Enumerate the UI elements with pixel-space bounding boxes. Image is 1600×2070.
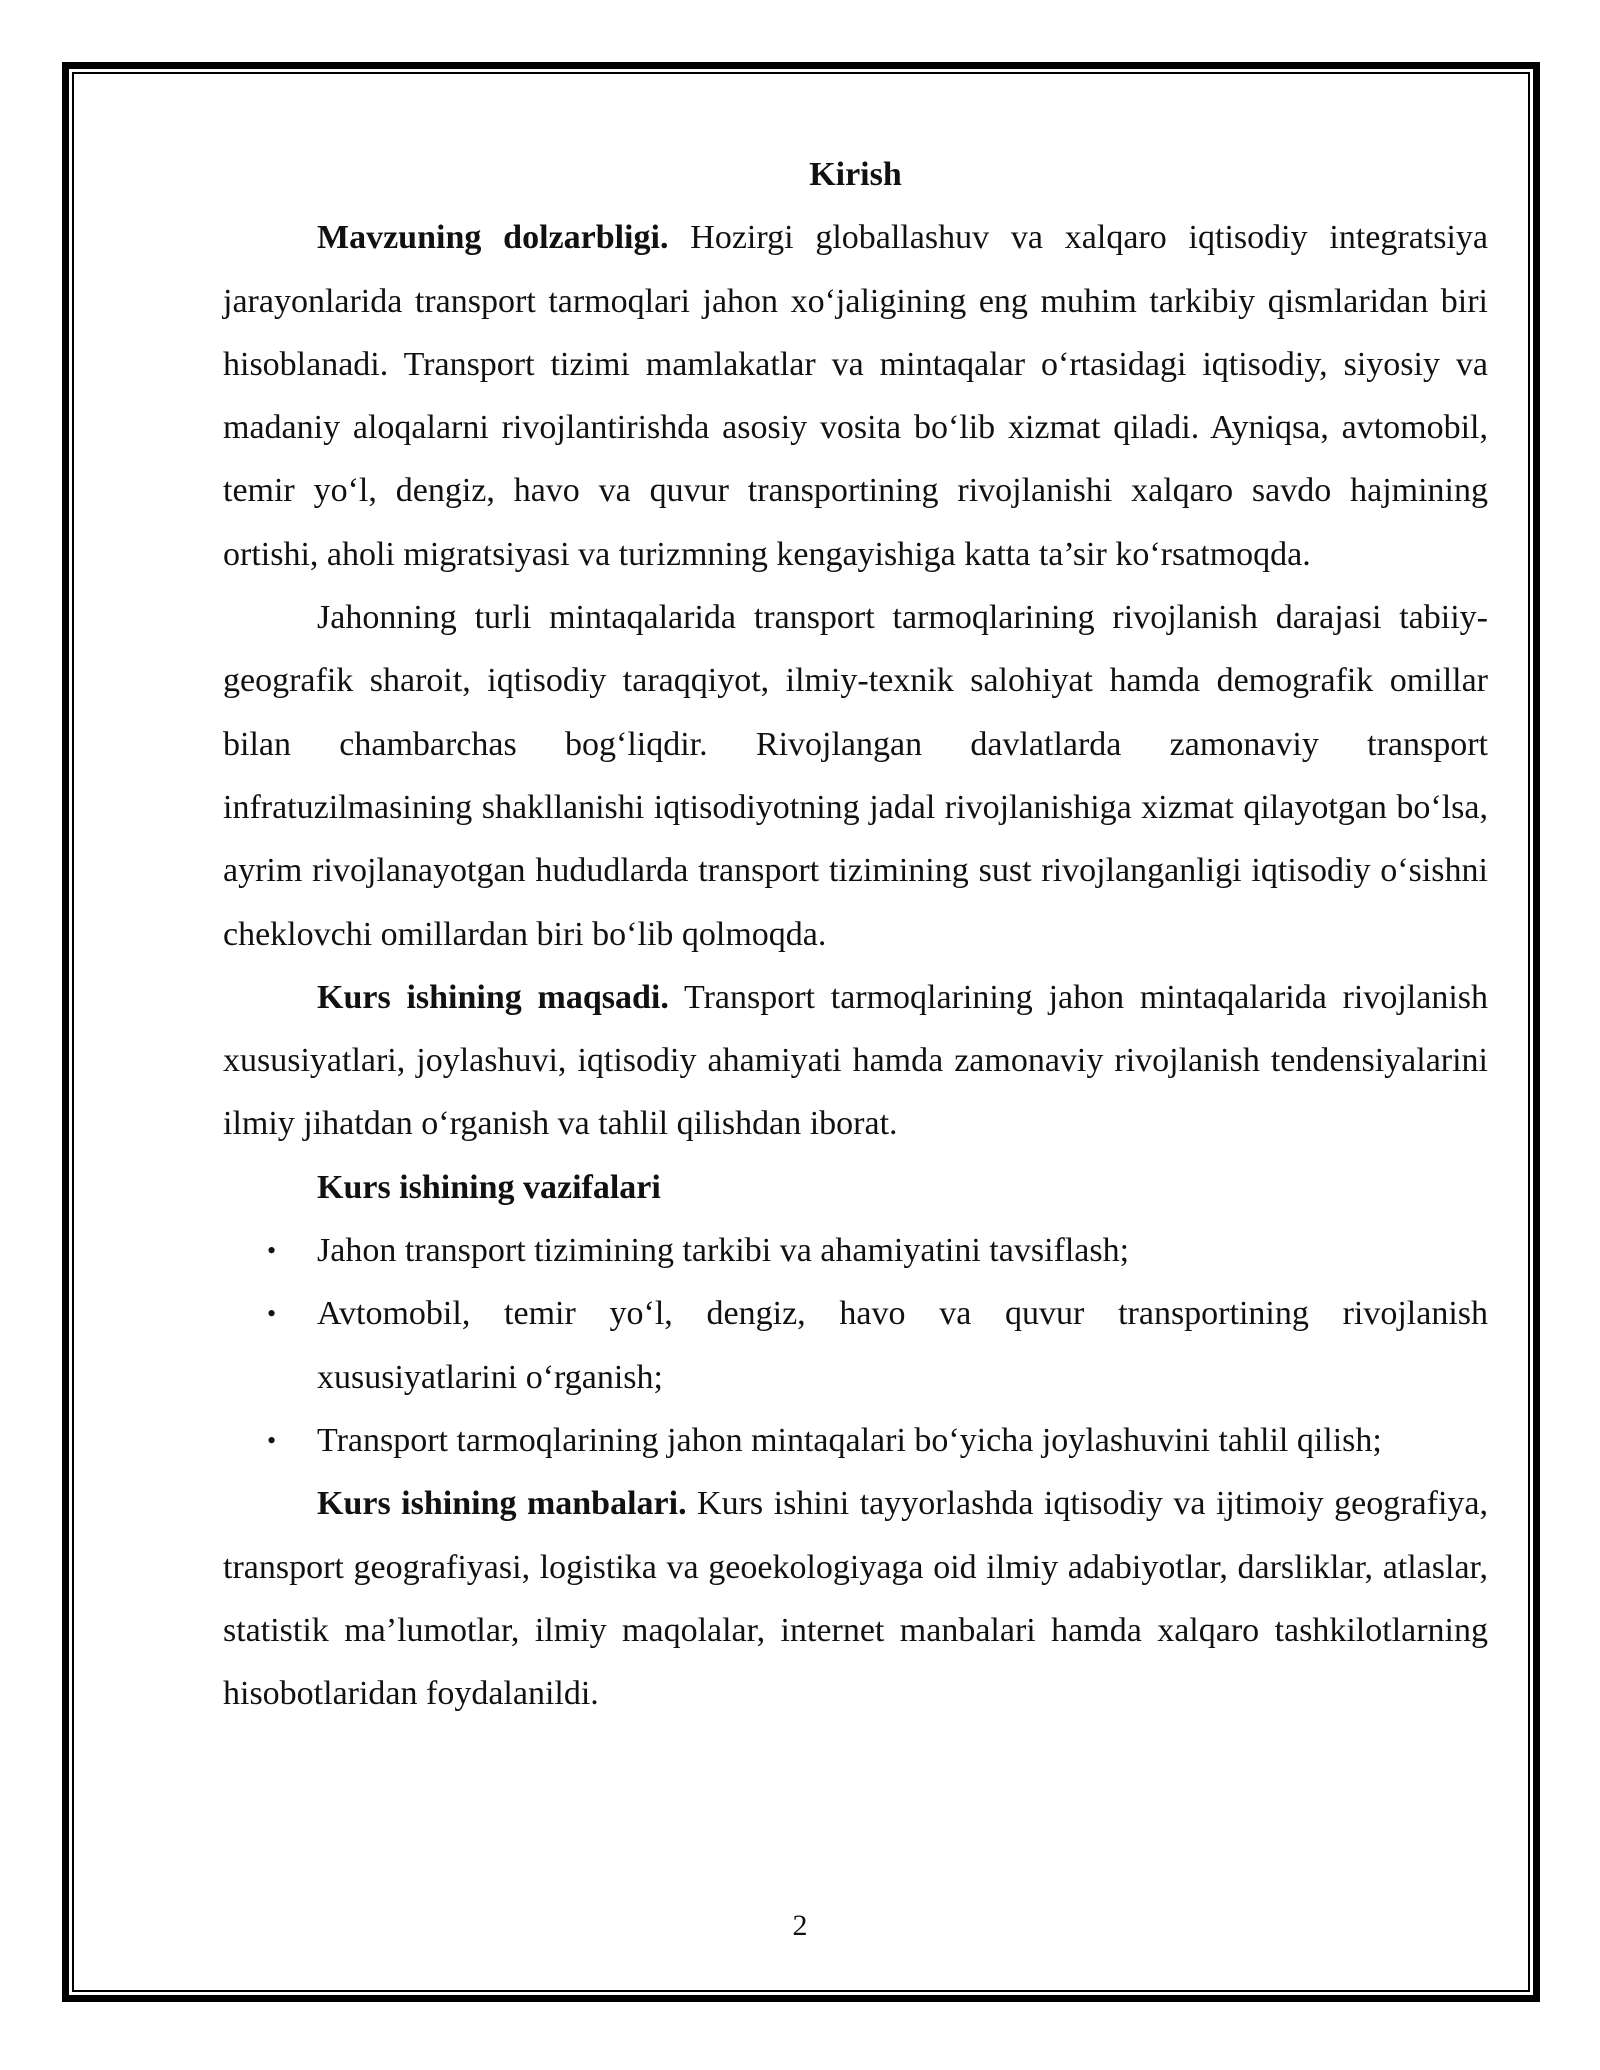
document-body: [223, 143, 1488, 1725]
paragraph-sources: [223, 1472, 1488, 1725]
page-number: 2: [792, 1909, 808, 1942]
paragraph-relevance: [223, 206, 1488, 586]
document-title: Kirish: [809, 156, 902, 193]
paragraph-regions: Jahonning turli mintaqalarida transport tarmoqlarining rivojlanish darajasi tabiiy-geografik sharoit, iqtisodiy taraqqiyot, ilmiy-texnik salohiyat hamda demografik omillar bilan chambarchas bog‘liqdir. Rivojlangan davlatlarda zamonaviy transport infratuzilmasining shakllanishi iqtisodiyotning jadal rivojlanishiga xizmat qilayotgan bo‘lsa, ayrim rivojlanayotgan hududlarda transport tizimining sust rivojlanganligi iqtisodiy o‘sishni cheklovchi omillardan biri bo‘lib qolmoqda.: [223, 599, 1488, 953]
bullet-icon: •: [267, 1236, 277, 1266]
task-text: Transport tarmoqlarining jahon mintaqalari bo‘yicha joylashuvini tahlil qilish;: [317, 1421, 1382, 1459]
bullet-icon: •: [267, 1299, 277, 1329]
task-text: Jahon transport tizimining tarkibi va ahamiyatini tavsiflash;: [317, 1232, 1130, 1270]
task-text: Avtomobil, temir yo‘l, dengiz, havo va quvur transportining rivojlanish xususiyatlarini o‘rganish;: [317, 1295, 1488, 1396]
paragraph-goal: [223, 966, 1488, 1156]
list-item: [223, 1219, 1488, 1282]
relevance-label: Mavzuning dolzarbligi.: [317, 219, 669, 257]
tasks-heading: Kurs ishining vazifalari: [317, 1168, 661, 1206]
sources-text: Kurs ishini tayyorlashda iqtisodiy va ijtimoiy geografiya, transport geografiyasi, logistika va geoekologiyaga oid ilmiy adabiyotlar, darsliklar, atlaslar, statistik ma’lumotlar, ilmiy maqolalar, internet manbalari hamda xalqaro tashkilotlarning hisobotlaridan foydalanildi.: [223, 1485, 1489, 1713]
list-item: [223, 1409, 1488, 1472]
tasks-list: [223, 1219, 1488, 1472]
bullet-icon: •: [267, 1425, 277, 1455]
relevance-text: Hozirgi globallashuv va xalqaro iqtisodiy integratsiya jarayonlarida transport tarmoqlari jahon xo‘jaligining eng muhim tarkibiy qismlaridan biri hisoblanadi. Transport tizimi mamlakatlar va mintaqalar o‘rtasidagi iqtisodiy, siyosiy va madaniy aloqalarni rivojlantirishda asosiy vosita bo‘lib xizmat qiladi. Ayniqsa, avtomobil, temir yo‘l, dengiz, havo va quvur transportining rivojlanishi xalqaro savdo hajmining ortishi, aholi migratsiyasi va turizmning kengayishiga katta ta’sir ko‘rsatmoqda.: [223, 219, 1488, 573]
sources-label: Kurs ishining manbalari.: [317, 1485, 687, 1523]
list-item: [223, 1282, 1488, 1409]
goal-text: Transport tarmoqlarining jahon mintaqalarida rivojlanish xususiyatlari, joylashuvi, iqtisodiy ahamiyati hamda zamonaviy rivojlanish tendensiyalarini ilmiy jihatdan o‘rganish va tahlil qilishdan iborat.: [223, 978, 1488, 1143]
goal-label: Kurs ishining maqsadi.: [317, 978, 669, 1016]
